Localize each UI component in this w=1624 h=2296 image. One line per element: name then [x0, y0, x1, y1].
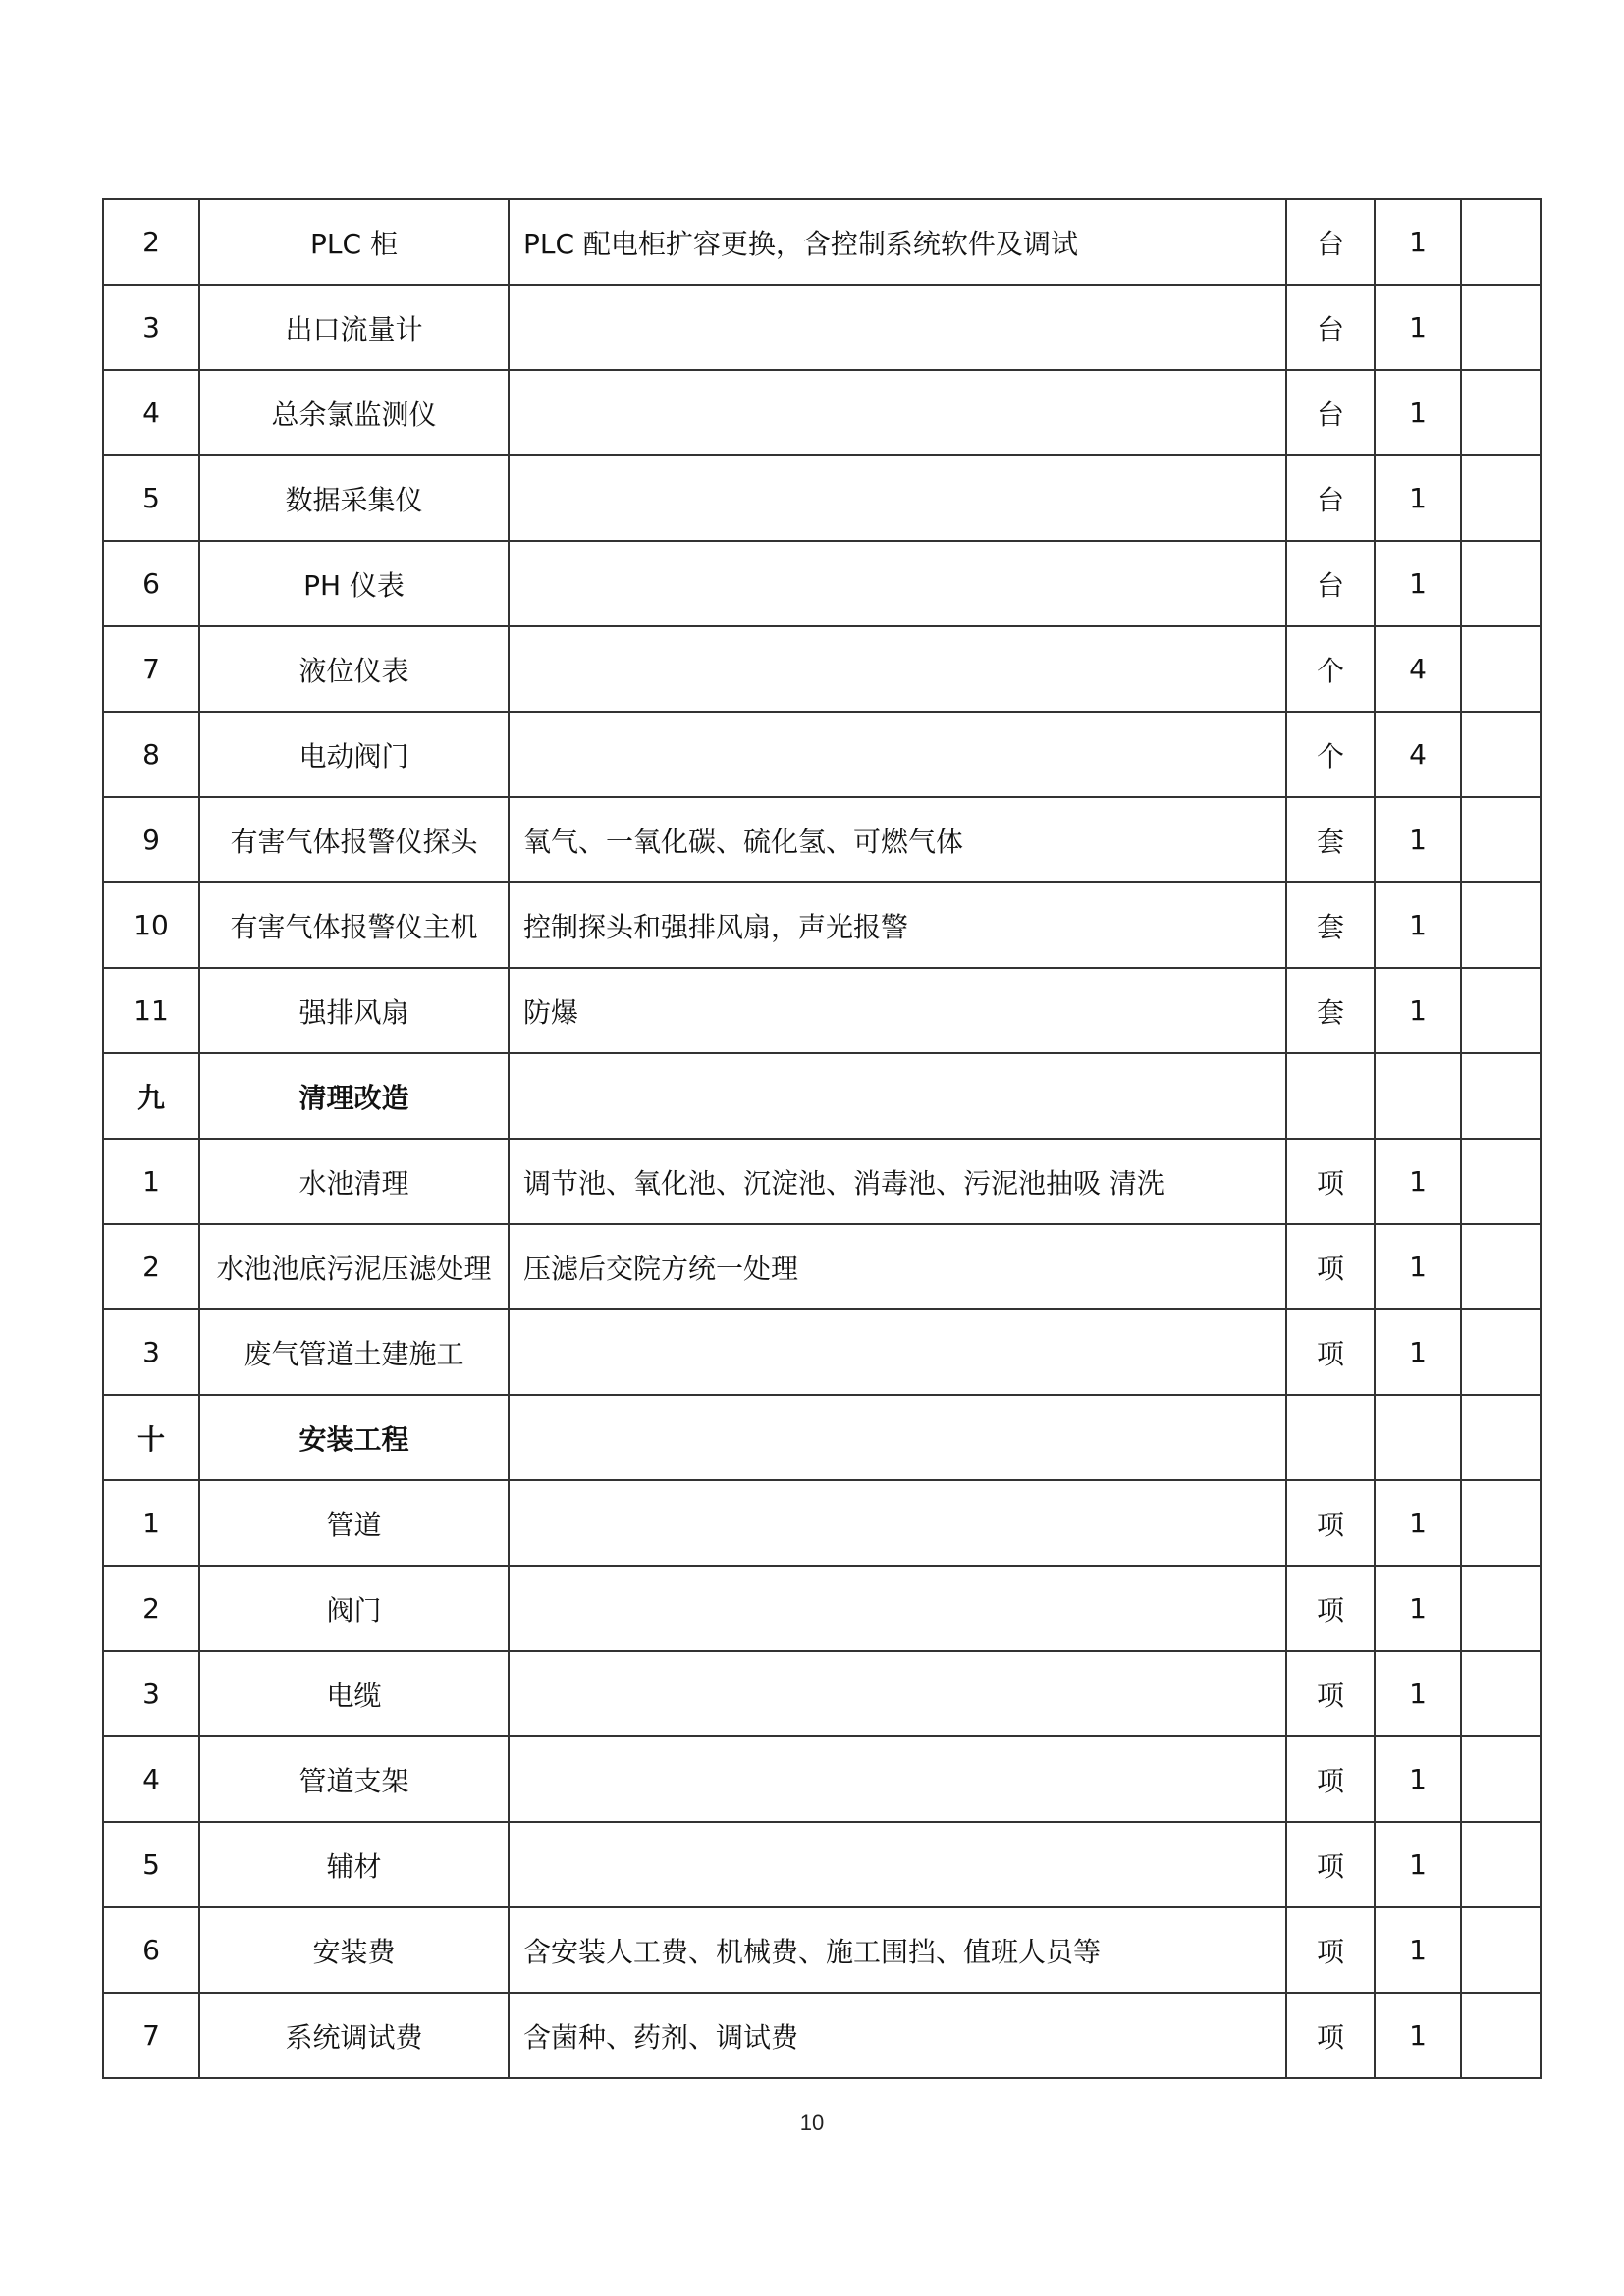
item-unit-cell: 项: [1286, 1651, 1375, 1736]
item-unit-cell: 项: [1286, 1139, 1375, 1224]
item-description-cell: [509, 1053, 1286, 1139]
item-name-cell: 阀门: [199, 1566, 509, 1651]
item-description-cell: [509, 1480, 1286, 1566]
item-number-cell: 10: [103, 882, 199, 968]
item-description-cell: 含安装人工费、机械费、施工围挡、值班人员等: [509, 1907, 1286, 1993]
item-number-cell: 7: [103, 626, 199, 712]
item-number-cell: 3: [103, 1309, 199, 1395]
item-unit-cell: 项: [1286, 1309, 1375, 1395]
item-unit-cell: 项: [1286, 1993, 1375, 2078]
item-quantity-cell: 1: [1375, 455, 1461, 541]
item-remark-cell: [1461, 541, 1541, 626]
item-unit-cell: 个: [1286, 626, 1375, 712]
item-description-cell: [509, 1651, 1286, 1736]
table-row: [103, 1224, 1541, 1309]
item-number-cell: 2: [103, 1566, 199, 1651]
item-name-cell: 清理改造: [199, 1053, 509, 1139]
item-number-cell: 5: [103, 455, 199, 541]
table-row: [103, 712, 1541, 797]
item-unit-cell: 项: [1286, 1224, 1375, 1309]
item-quantity-cell: [1375, 1053, 1461, 1139]
item-unit-cell: 套: [1286, 968, 1375, 1053]
item-description-cell: 氧气、一氧化碳、硫化氢、可燃气体: [509, 797, 1286, 882]
item-name-cell: 管道支架: [199, 1736, 509, 1822]
item-unit-cell: 台: [1286, 199, 1375, 285]
item-quantity-cell: 1: [1375, 1224, 1461, 1309]
item-description-cell: PLC 配电柜扩容更换，含控制系统软件及调试: [509, 199, 1286, 285]
item-description-cell: 压滤后交院方统一处理: [509, 1224, 1286, 1309]
item-description-cell: 控制探头和强排风扇，声光报警: [509, 882, 1286, 968]
item-description-cell: [509, 455, 1286, 541]
item-quantity-cell: 4: [1375, 712, 1461, 797]
item-quantity-cell: 1: [1375, 1309, 1461, 1395]
item-name-cell: 有害气体报警仪主机: [199, 882, 509, 968]
item-description-cell: [509, 1736, 1286, 1822]
item-description-cell: [509, 712, 1286, 797]
item-quantity-cell: 1: [1375, 1480, 1461, 1566]
item-remark-cell: [1461, 712, 1541, 797]
item-name-cell: PH 仪表: [199, 541, 509, 626]
item-number-cell: 九: [103, 1053, 199, 1139]
table-row: [103, 1139, 1541, 1224]
item-unit-cell: 台: [1286, 541, 1375, 626]
item-remark-cell: [1461, 1651, 1541, 1736]
item-quantity-cell: 1: [1375, 199, 1461, 285]
item-description-cell: [509, 285, 1286, 370]
table-row: [103, 285, 1541, 370]
item-quantity-cell: 1: [1375, 1566, 1461, 1651]
item-description-cell: [509, 1566, 1286, 1651]
item-name-cell: 强排风扇: [199, 968, 509, 1053]
item-remark-cell: [1461, 968, 1541, 1053]
item-number-cell: 7: [103, 1993, 199, 2078]
item-remark-cell: [1461, 199, 1541, 285]
item-name-cell: 辅材: [199, 1822, 509, 1907]
item-quantity-cell: 1: [1375, 1139, 1461, 1224]
item-name-cell: 液位仪表: [199, 626, 509, 712]
table-row: [103, 455, 1541, 541]
item-number-cell: 5: [103, 1822, 199, 1907]
item-unit-cell: 项: [1286, 1736, 1375, 1822]
table-row: [103, 370, 1541, 455]
item-unit-cell: 台: [1286, 455, 1375, 541]
table-row: [103, 626, 1541, 712]
table-row: [103, 1651, 1541, 1736]
item-name-cell: 总余氯监测仪: [199, 370, 509, 455]
item-unit-cell: [1286, 1395, 1375, 1480]
item-description-cell: 调节池、氧化池、沉淀池、消毒池、污泥池抽吸 清洗: [509, 1139, 1286, 1224]
item-number-cell: 4: [103, 370, 199, 455]
item-remark-cell: [1461, 285, 1541, 370]
table-row: [103, 1993, 1541, 2078]
item-name-cell: 管道: [199, 1480, 509, 1566]
item-remark-cell: [1461, 1395, 1541, 1480]
item-remark-cell: [1461, 1309, 1541, 1395]
item-number-cell: 1: [103, 1139, 199, 1224]
item-description-cell: [509, 1822, 1286, 1907]
item-description-cell: [509, 370, 1286, 455]
table-row: [103, 1736, 1541, 1822]
item-name-cell: 有害气体报警仪探头: [199, 797, 509, 882]
section-header-row: [103, 1395, 1541, 1480]
item-remark-cell: [1461, 370, 1541, 455]
item-number-cell: 3: [103, 1651, 199, 1736]
table-body: [103, 199, 1541, 2078]
table-row: [103, 968, 1541, 1053]
item-quantity-cell: 1: [1375, 1822, 1461, 1907]
item-number-cell: 6: [103, 541, 199, 626]
item-remark-cell: [1461, 797, 1541, 882]
item-number-cell: 十: [103, 1395, 199, 1480]
item-number-cell: 6: [103, 1907, 199, 1993]
section-header-row: [103, 1053, 1541, 1139]
item-remark-cell: [1461, 1907, 1541, 1993]
item-number-cell: 11: [103, 968, 199, 1053]
item-name-cell: 水池池底污泥压滤处理: [199, 1224, 509, 1309]
item-remark-cell: [1461, 1736, 1541, 1822]
item-remark-cell: [1461, 1480, 1541, 1566]
item-number-cell: 8: [103, 712, 199, 797]
item-description-cell: [509, 1395, 1286, 1480]
item-quantity-cell: 1: [1375, 797, 1461, 882]
item-quantity-cell: 4: [1375, 626, 1461, 712]
item-unit-cell: 项: [1286, 1480, 1375, 1566]
item-unit-cell: 台: [1286, 370, 1375, 455]
table-row: [103, 882, 1541, 968]
equipment-table: [102, 198, 1542, 2079]
table-row: [103, 1480, 1541, 1566]
item-number-cell: 1: [103, 1480, 199, 1566]
item-number-cell: 9: [103, 797, 199, 882]
item-description-cell: 防爆: [509, 968, 1286, 1053]
item-name-cell: 水池清理: [199, 1139, 509, 1224]
table-row: [103, 1566, 1541, 1651]
item-name-cell: 安装工程: [199, 1395, 509, 1480]
item-name-cell: 系统调试费: [199, 1993, 509, 2078]
table-row: [103, 199, 1541, 285]
item-quantity-cell: 1: [1375, 968, 1461, 1053]
item-quantity-cell: 1: [1375, 1993, 1461, 2078]
item-remark-cell: [1461, 1139, 1541, 1224]
item-quantity-cell: 1: [1375, 285, 1461, 370]
item-quantity-cell: [1375, 1395, 1461, 1480]
item-number-cell: 2: [103, 1224, 199, 1309]
item-unit-cell: 套: [1286, 797, 1375, 882]
item-quantity-cell: 1: [1375, 370, 1461, 455]
item-name-cell: 电动阀门: [199, 712, 509, 797]
item-name-cell: 安装费: [199, 1907, 509, 1993]
item-unit-cell: 套: [1286, 882, 1375, 968]
item-remark-cell: [1461, 1822, 1541, 1907]
item-description-cell: [509, 541, 1286, 626]
table-row: [103, 1822, 1541, 1907]
item-unit-cell: 台: [1286, 285, 1375, 370]
item-quantity-cell: 1: [1375, 1907, 1461, 1993]
item-remark-cell: [1461, 1993, 1541, 2078]
table-row: [103, 1907, 1541, 1993]
item-description-cell: [509, 1309, 1286, 1395]
item-remark-cell: [1461, 455, 1541, 541]
item-quantity-cell: 1: [1375, 882, 1461, 968]
item-unit-cell: 项: [1286, 1566, 1375, 1651]
item-unit-cell: 项: [1286, 1907, 1375, 1993]
item-quantity-cell: 1: [1375, 1651, 1461, 1736]
item-remark-cell: [1461, 882, 1541, 968]
page-number: 10: [799, 2110, 825, 2135]
item-number-cell: 4: [103, 1736, 199, 1822]
item-remark-cell: [1461, 1053, 1541, 1139]
item-name-cell: 数据采集仪: [199, 455, 509, 541]
item-description-cell: 含菌种、药剂、调试费: [509, 1993, 1286, 2078]
item-unit-cell: 个: [1286, 712, 1375, 797]
item-description-cell: [509, 626, 1286, 712]
table-row: [103, 541, 1541, 626]
item-name-cell: 电缆: [199, 1651, 509, 1736]
item-quantity-cell: 1: [1375, 541, 1461, 626]
item-number-cell: 3: [103, 285, 199, 370]
item-remark-cell: [1461, 1566, 1541, 1651]
item-unit-cell: 项: [1286, 1822, 1375, 1907]
item-name-cell: 出口流量计: [199, 285, 509, 370]
item-name-cell: PLC 柜: [199, 199, 509, 285]
table-row: [103, 1309, 1541, 1395]
item-unit-cell: [1286, 1053, 1375, 1139]
item-number-cell: 2: [103, 199, 199, 285]
item-remark-cell: [1461, 626, 1541, 712]
item-name-cell: 废气管道土建施工: [199, 1309, 509, 1395]
table-row: [103, 797, 1541, 882]
item-quantity-cell: 1: [1375, 1736, 1461, 1822]
item-remark-cell: [1461, 1224, 1541, 1309]
